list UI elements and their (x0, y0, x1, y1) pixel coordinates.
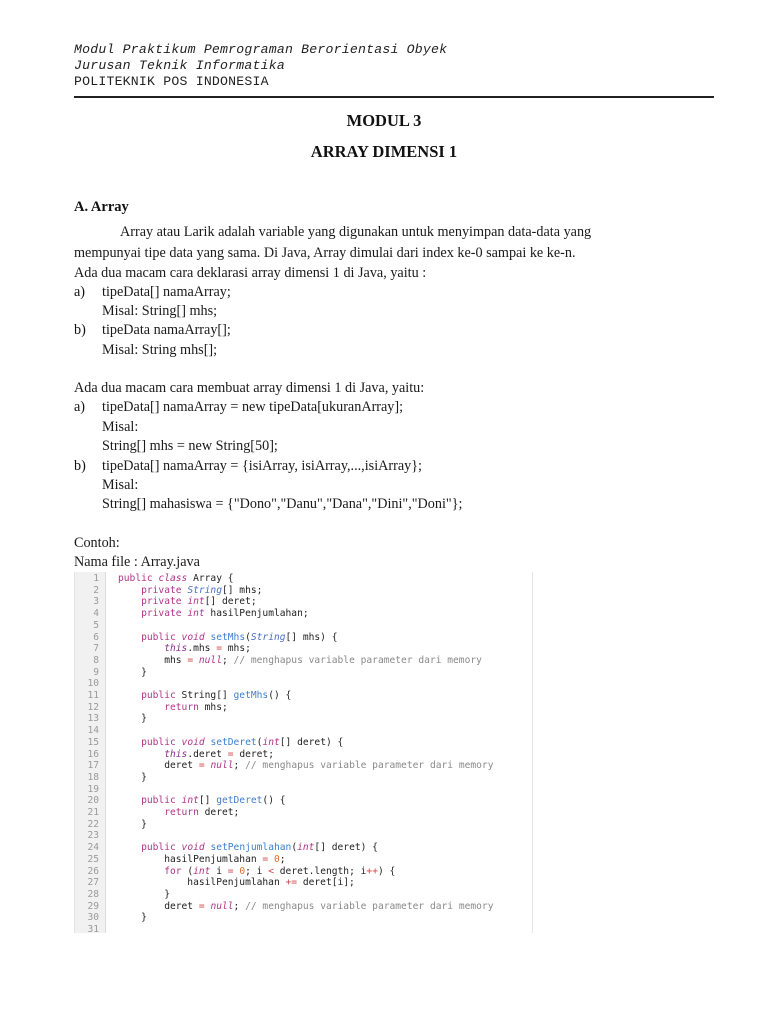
code-text: private String[] mhs; (141, 584, 263, 596)
creation-b-label: Misal: (102, 477, 139, 493)
line-number: 8 (93, 654, 99, 666)
code-line (75, 596, 532, 608)
line-number: 29 (87, 900, 99, 912)
module-subject: ARRAY DIMENSI 1 (310, 142, 458, 161)
code-text: public void setPenjumlahan(int[] deret) { (141, 842, 378, 854)
line-number: 15 (87, 736, 99, 748)
creation-a-example: String[] mhs = new String[50]; (102, 438, 278, 454)
line-number: 2 (93, 584, 99, 596)
line-number: 26 (87, 865, 99, 877)
code-text: public class Array { (118, 573, 234, 584)
code-line (75, 854, 532, 866)
code-line (75, 866, 532, 878)
module-title: MODUL 3 (346, 111, 422, 130)
line-number: 1 (93, 573, 99, 584)
code-text: private int[] deret; (141, 596, 257, 608)
code-text: } (118, 713, 147, 725)
code-line (75, 784, 532, 796)
code-line (75, 573, 532, 585)
code-text: mhs = null; // menghapus variable parameter dari memory (118, 654, 482, 666)
code-line (75, 830, 532, 842)
list-marker-b: b) (74, 458, 86, 474)
line-number: 25 (87, 853, 99, 865)
code-text: private int hasilPenjumlahan; (141, 608, 309, 620)
code-line (75, 889, 532, 901)
code-text: return mhs; (164, 701, 228, 713)
line-number: 30 (87, 912, 99, 924)
creation-b-example: String[] mahasiswa = {"Dono","Danu","Dana","Dini","Doni"}; (102, 496, 463, 512)
line-number: 17 (87, 760, 99, 772)
page-header (74, 42, 714, 90)
line-number: 6 (93, 631, 99, 643)
code-line (75, 713, 532, 725)
intro-line-1: Array atau Larik adalah variable yang digunakan untuk menyimpan data-data yang (120, 224, 592, 240)
list-marker-a: a) (74, 399, 86, 415)
code-line (75, 795, 532, 807)
intro-line-3: Ada dua macam cara deklarasi array dimensi 1 di Java, yaitu : (74, 265, 427, 281)
line-number: 11 (87, 690, 99, 701)
header-divider (74, 96, 714, 98)
line-number: 18 (87, 771, 99, 783)
code-text: deret = null; // menghapus variable parameter dari memory (118, 760, 494, 772)
code-line (75, 772, 532, 784)
line-number: 22 (87, 818, 99, 830)
line-number: 9 (93, 666, 99, 678)
code-line (75, 749, 532, 761)
code-text: } (118, 818, 147, 830)
creation-a-label: Misal: (102, 419, 139, 435)
code-listing (74, 572, 533, 933)
code-line (75, 912, 532, 924)
code-line (75, 585, 532, 597)
filename-label: Nama file : Array.java (74, 554, 200, 570)
code-line (75, 924, 532, 933)
code-line (75, 632, 532, 644)
section-heading: A. Array (74, 199, 129, 215)
code-text: return deret; (164, 807, 240, 818)
header-institution: POLITEKNIK POS INDONESIA (74, 74, 269, 89)
code-line (75, 842, 532, 854)
code-text: public int[] getDeret() { (141, 795, 286, 807)
code-text: } (118, 771, 147, 783)
code-line (75, 807, 532, 819)
code-text: } (118, 666, 147, 678)
code-line (75, 620, 532, 632)
line-number: 27 (87, 877, 99, 889)
code-text: public void setMhs(String[] mhs) { (141, 631, 338, 643)
line-number: 14 (87, 725, 99, 737)
line-number: 31 (87, 924, 99, 933)
code-line (75, 655, 532, 667)
creation-b-syntax: tipeData[] namaArray = {isiArray, isiArray,...,isiArray}; (102, 458, 422, 474)
creation-a-syntax: tipeData[] namaArray = new tipeData[ukuranArray]; (102, 399, 404, 415)
code-text: deret = null; // menghapus variable parameter dari memory (118, 900, 494, 912)
line-number: 13 (87, 713, 99, 725)
code-line (75, 678, 532, 690)
declaration-a-syntax: tipeData[] namaArray; (102, 284, 231, 300)
code-line (75, 737, 532, 749)
code-line (75, 901, 532, 913)
line-number: 7 (93, 643, 99, 655)
code-line (75, 819, 532, 831)
line-number: 4 (93, 608, 99, 620)
intro-line-2: mempunyai tipe data yang sama. Di Java, Array dimulai dari index ke-0 sampai ke ke-n. (74, 245, 576, 261)
code-text: hasilPenjumlahan += deret[i]; (118, 877, 355, 889)
line-number: 5 (93, 619, 99, 631)
code-text: for (int i = 0; i < deret.length; i++) { (164, 865, 396, 877)
code-line (75, 702, 532, 714)
code-text: } (118, 912, 147, 924)
line-number: 12 (87, 701, 99, 713)
line-number: 10 (87, 678, 99, 690)
code-text: public void setDeret(int[] deret) { (141, 736, 344, 748)
code-text: this.mhs = mhs; (164, 643, 251, 655)
code-line (75, 877, 532, 889)
line-number: 24 (87, 842, 99, 854)
line-number: 3 (93, 596, 99, 608)
example-label: Contoh: (74, 535, 120, 551)
code-text: this.deret = deret; (164, 748, 274, 760)
list-marker-a: a) (74, 284, 86, 300)
code-text: hasilPenjumlahan = 0; (118, 853, 286, 865)
code-line (75, 608, 532, 620)
header-department: Jurusan Teknik Informatika (74, 58, 285, 73)
creation-intro: Ada dua macam cara membuat array dimensi 1 di Java, yaitu: (74, 380, 425, 396)
header-course: Modul Praktikum Pemrograman Berorientasi Obyek (74, 42, 448, 57)
code-line (75, 760, 532, 772)
line-number: 23 (87, 830, 99, 842)
code-text: public String[] getMhs() { (141, 690, 292, 701)
list-marker-b: b) (74, 322, 86, 338)
code-text: } (118, 888, 170, 900)
declaration-a-example: Misal: String[] mhs; (102, 303, 218, 319)
line-number: 19 (87, 783, 99, 795)
line-number: 20 (87, 795, 99, 807)
code-line (75, 690, 532, 702)
line-number: 21 (87, 807, 99, 818)
code-line (75, 643, 532, 655)
declaration-b-syntax: tipeData namaArray[]; (102, 322, 231, 338)
declaration-b-example: Misal: String mhs[]; (102, 342, 218, 358)
line-number: 28 (87, 888, 99, 900)
code-line (75, 667, 532, 679)
code-line (75, 725, 532, 737)
line-number: 16 (87, 748, 99, 760)
